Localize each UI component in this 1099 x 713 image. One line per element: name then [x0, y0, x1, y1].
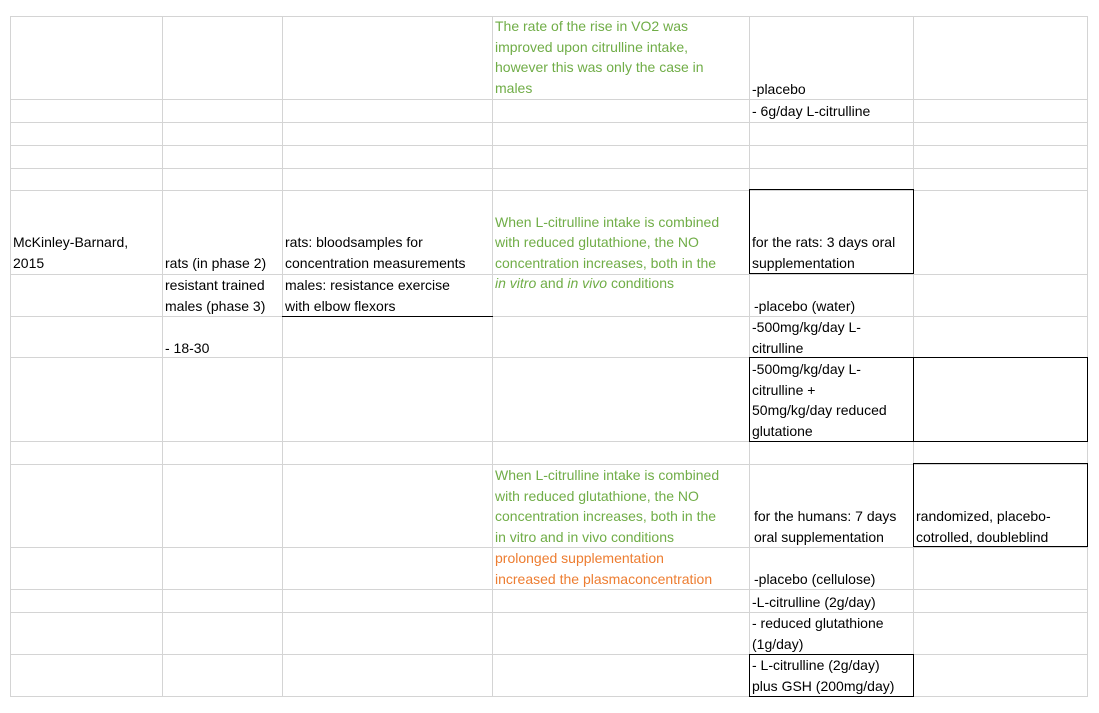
cell-dose-gsh-1g[interactable]: - reduced glutathione (1g/day)	[752, 615, 884, 652]
gridline-h	[10, 122, 1088, 123]
cell-design-humans[interactable]: randomized, placebo- cotrolled, doubleblind	[916, 508, 1051, 545]
gridline-h	[10, 696, 1088, 697]
cell-dose-500-gsh[interactable]: -500mg/kg/day L- citrulline + 50mg/kg/day reduced glutatione	[752, 361, 887, 439]
in-vitro-text: in vitro	[495, 275, 537, 291]
cell-dose-citrulline-2g[interactable]: -L-citrulline (2g/day)	[752, 594, 876, 610]
cell-supp-humans[interactable]: for the humans: 7 days oral supplementation	[754, 508, 897, 545]
and-text: and	[536, 275, 568, 291]
cell-method-rats[interactable]: rats: bloodsamples for concentration measurements	[285, 234, 466, 271]
gridline-h	[10, 145, 1088, 146]
gridline-h	[10, 316, 1088, 317]
cell-result-rats[interactable]	[493, 191, 749, 294]
gridline-h	[10, 654, 1088, 655]
cell-border	[282, 316, 493, 317]
cell-border	[913, 357, 914, 442]
cell-border	[749, 441, 1088, 442]
gridline-h	[10, 168, 1088, 169]
cell-dose-combo[interactable]: - L-citrulline (2g/day) plus GSH (200mg/day)	[752, 657, 895, 694]
cell-supp-rats[interactable]: for the rats: 3 days oral supplementation	[752, 234, 896, 271]
cell-dose-citrulline-6g[interactable]: - 6g/day L-citrulline	[752, 103, 871, 119]
cell-border	[1087, 463, 1088, 547]
cell-border	[913, 654, 914, 697]
cell-age[interactable]: - 18-30	[165, 340, 210, 356]
cell-border	[913, 463, 1088, 464]
cell-method-humans[interactable]: males: resistance exercise with elbow flexors	[285, 277, 450, 314]
cell-border	[749, 273, 914, 274]
gridline-h	[10, 589, 1088, 590]
cell-result-prolonged[interactable]: prolonged supplementation increased the plasmaconcentration	[495, 550, 713, 587]
cell-dose-500[interactable]: -500mg/kg/day L- citrulline	[752, 319, 861, 356]
cell-result-humans[interactable]: When L-citrulline intake is combined with reduced glutathione, the NO concentration increases, both in the in vitro and in vivo conditions	[495, 467, 720, 545]
cell-placebo-cellulose[interactable]: -placebo (cellulose)	[754, 571, 876, 587]
gridline-h	[10, 612, 1088, 613]
in-vivo-text: in vivo	[567, 275, 608, 291]
conditions-text: conditions	[607, 275, 674, 291]
cell-vo2-result[interactable]: The rate of the rise in VO2 was improved upon citrulline intake, however this was only the case in males	[495, 18, 704, 96]
cell-author[interactable]: McKinley-Barnard, 2015	[13, 234, 129, 271]
cell-border	[1087, 357, 1088, 442]
cell-placebo-water[interactable]: -placebo (water)	[754, 298, 856, 314]
result-rats-text: When L-citrulline intake is combined with reduced glutathione, the NO concentration increases, both in the	[495, 213, 720, 271]
cell-subjects-rats[interactable]: rats (in phase 2)	[165, 255, 267, 271]
cell-border	[749, 696, 914, 697]
cell-placebo[interactable]: -placebo	[752, 81, 806, 97]
cell-border	[913, 189, 914, 274]
cell-subjects-humans[interactable]: resistant trained males (phase 3)	[165, 277, 266, 314]
cell-border	[749, 189, 914, 190]
gridline-h	[10, 99, 1088, 100]
